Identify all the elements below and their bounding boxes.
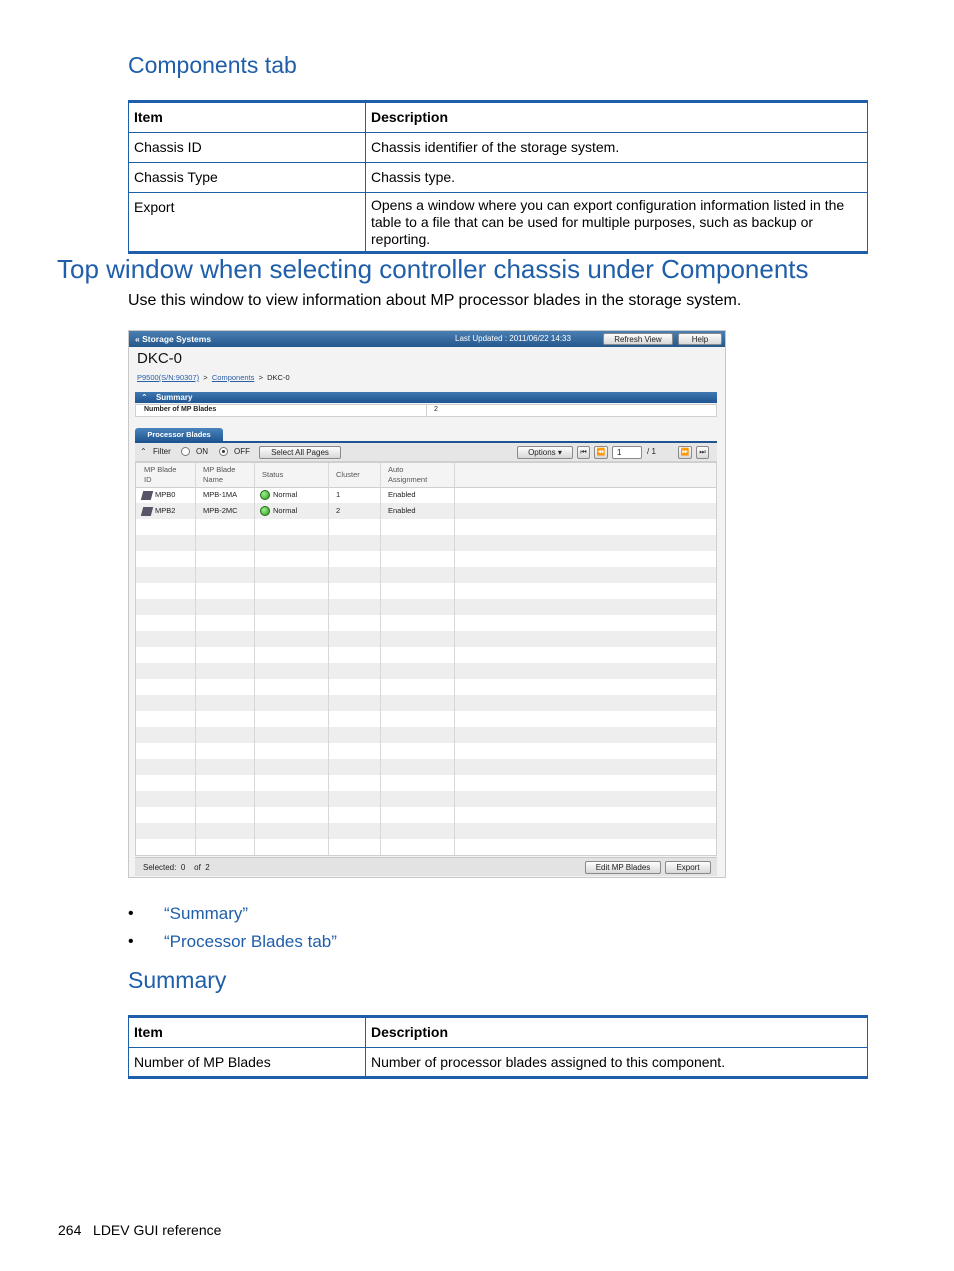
grid-row-stripe [136, 839, 717, 855]
components-tab-table [128, 100, 868, 254]
cell-name: MPB-2MC [203, 506, 238, 515]
row-description: Chassis identifier of the storage system. [366, 133, 868, 163]
storage-window-screenshot [128, 330, 726, 878]
filter-off-radio[interactable] [219, 447, 228, 456]
summary-row-label: Number of MP Blades [144, 406, 217, 413]
table-toolbar [135, 443, 717, 462]
grid-row-stripe [136, 535, 717, 551]
row-description: Opens a window where you can export configuration information listed in the table to a file that can be used for multiple purposes, such as backup or reporting. [366, 193, 868, 253]
grid-footer [135, 857, 717, 876]
top-window-intro: Use this window to view information about MP processor blades in the storage system. [128, 292, 742, 309]
summary-heading: Summary [128, 967, 227, 993]
grid-row-stripe [136, 727, 717, 743]
grid-row-stripe [136, 599, 717, 615]
grid-row-stripe [136, 823, 717, 839]
page-title: DKC-0 [137, 350, 183, 367]
chevron-down-icon: ▾ [557, 448, 562, 457]
column-header-mp-blade-name[interactable]: MP Blade Name [203, 465, 236, 484]
filter-on-label: ON [196, 447, 208, 456]
last-page-button[interactable]: ⏭ [696, 446, 709, 459]
header-item: Item [129, 1017, 366, 1048]
cell-id: MPB0 [142, 487, 175, 503]
summary-bar[interactable] [135, 392, 717, 403]
header-description: Description [366, 102, 868, 133]
first-page-button[interactable]: ⏮ [577, 446, 590, 459]
processor-blades-grid [135, 462, 717, 856]
grid-row-stripe [136, 759, 717, 775]
cell-auto: Enabled [388, 490, 416, 499]
table-row [129, 193, 868, 253]
filter-label: Filter [153, 447, 171, 456]
refresh-view-button[interactable]: Refresh View [603, 333, 673, 345]
table-row [129, 1048, 868, 1078]
row-item: Chassis Type [129, 163, 366, 193]
header-description: Description [366, 1017, 868, 1048]
status-ok-icon [260, 490, 270, 500]
column-header-mp-blade-id[interactable]: MP Blade ID [144, 465, 177, 484]
grid-row-stripe [136, 743, 717, 759]
table-header-row [129, 102, 868, 133]
options-dropdown[interactable]: Options ▾ [517, 446, 573, 459]
summary-row [135, 404, 717, 417]
grid-row-stripe [136, 695, 717, 711]
grid-row-stripe [136, 615, 717, 631]
storage-systems-link[interactable]: « Storage Systems [135, 334, 212, 344]
link-processor-blades-tab[interactable]: • “Processor Blades tab” [128, 930, 337, 958]
table-row [129, 133, 868, 163]
tab-processor-blades[interactable]: Processor Blades [135, 428, 223, 442]
filter-on-radio[interactable] [181, 447, 190, 456]
grid-row-stripe [136, 791, 717, 807]
row-description: Chassis type. [366, 163, 868, 193]
header-item: Item [129, 102, 366, 133]
row-item: Chassis ID [129, 133, 366, 163]
edit-mp-blades-button[interactable]: Edit MP Blades [585, 861, 661, 874]
page-footer [58, 1222, 221, 1238]
page-number-input[interactable]: 1 [612, 446, 642, 459]
top-bar [129, 331, 726, 347]
selected-count: Selected: 0 of 2 [143, 863, 210, 872]
page-total: / 1 [647, 447, 656, 456]
grid-row-stripe [136, 567, 717, 583]
summary-row-value: 2 [434, 406, 438, 413]
mp-blade-icon [141, 491, 153, 500]
row-item: Number of MP Blades [129, 1048, 366, 1078]
row-item: Export [129, 193, 366, 253]
grid-row-stripe [136, 807, 717, 823]
table-row[interactable] [136, 503, 717, 519]
summary-label: Summary [155, 393, 193, 402]
last-updated: Last Updated : 2011/06/22 14:33 [455, 334, 571, 343]
help-button[interactable]: Help [678, 333, 722, 345]
cell-auto: Enabled [388, 506, 416, 515]
summary-table [128, 1015, 868, 1079]
row-description: Number of processor blades assigned to this component. [366, 1048, 868, 1078]
table-row[interactable] [136, 487, 717, 503]
previous-page-button[interactable]: ⏪ [594, 446, 608, 459]
footer-section: LDEV GUI reference [93, 1222, 222, 1238]
mp-blade-icon [141, 507, 153, 516]
grid-row-stripe [136, 679, 717, 695]
grid-row-stripe [136, 663, 717, 679]
export-button[interactable]: Export [665, 861, 711, 874]
page-number: 264 [58, 1222, 82, 1238]
grid-row-stripe [136, 631, 717, 647]
grid-row-stripe [136, 775, 717, 791]
filter-icon: ⌃ [140, 447, 147, 456]
cell-cluster: 2 [336, 506, 341, 515]
grid-row-stripe [136, 583, 717, 599]
link-summary[interactable]: • “Summary” [128, 902, 337, 930]
cell-id: MPB2 [142, 503, 175, 519]
table-row [129, 163, 868, 193]
breadcrumb: P9500(S/N:90307) > Components > DKC-0 [137, 373, 290, 382]
cell-status: Normal [260, 487, 297, 503]
components-tab-heading: Components tab [128, 52, 297, 78]
top-window-heading: Top window when selecting controller chassis under Components [57, 254, 809, 284]
cell-name: MPB-1MA [203, 490, 238, 499]
collapse-icon[interactable]: ⌃ [141, 393, 148, 402]
column-header-cluster[interactable]: Cluster [336, 470, 360, 479]
column-header-status[interactable]: Status [262, 470, 284, 479]
cell-status: Normal [260, 503, 297, 519]
grid-header-row [136, 463, 717, 488]
select-all-pages-button[interactable]: Select All Pages [259, 446, 341, 459]
grid-row-stripe [136, 519, 717, 535]
related-links [128, 902, 337, 958]
table-header-row [129, 1017, 868, 1048]
breadcrumb-components-link[interactable]: Components [211, 373, 255, 382]
column-header-auto-assignment[interactable]: Auto Assignment [388, 465, 428, 484]
breadcrumb-storage-link[interactable]: P9500(S/N:90307) [137, 373, 200, 382]
next-page-button[interactable]: ⏩ [678, 446, 692, 459]
grid-row-stripe [136, 551, 717, 567]
cell-cluster: 1 [336, 490, 341, 499]
filter-off-label: OFF [234, 447, 250, 456]
grid-row-stripe [136, 647, 717, 663]
status-ok-icon [260, 506, 270, 516]
breadcrumb-current: DKC-0 [267, 373, 290, 382]
grid-row-stripe [136, 711, 717, 727]
